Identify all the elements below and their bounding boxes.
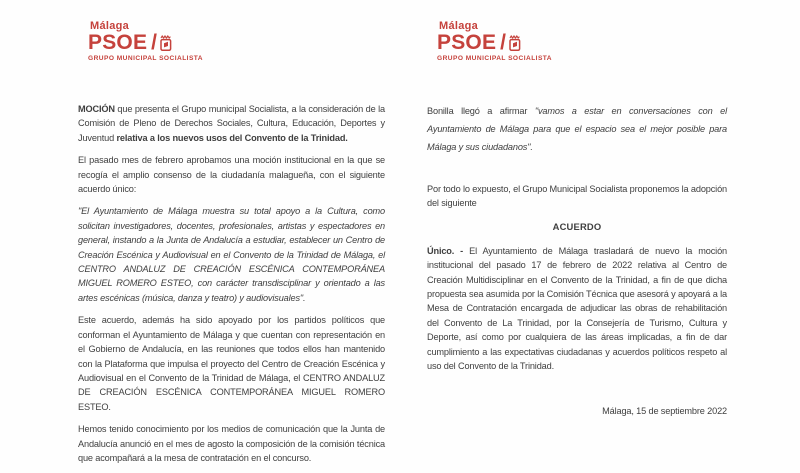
paragraph-february-motion: El pasado mes de febrero aprobamos una moción institucional en la que se recogía el amplio consenso de la ciudadanía malagueña, con el siguiente acuerdo único: [78, 155, 385, 195]
motion-subject-text: relativa a los nuevos usos del Convento de la Trinidad. [116, 132, 348, 143]
document-page-2 [427, 0, 727, 427]
agreement-item-label: Único. - [427, 245, 464, 256]
agreement-item-text: El Ayuntamiento de Málaga trasladará de nuevo la moción institucional del pasado 17 de febrero de 2022 relativa al Centro de Creación Multidisciplinar en el Convento de la Trinidad, a fin de que dicha propuesta sea asumida por la Comisión Técnica que asesorá y apoyará a la Mesa de Contratación encargada de adjudicar las obras de rehabilitación del Convento de La Trinidad, por la Consejería de Turismo, Cultura y Deporte, así como por cualquiera de las áreas implicadas, a fin de dar cumplimiento a las expectativas ciudadanas y acuerdos políticos respeto al uso del Convento de la Trinidad. [427, 245, 727, 372]
logo-subtitle-label: GRUPO MUNICIPAL SOCIALISTA [437, 55, 553, 62]
logo-slash: / [500, 31, 506, 54]
logo-party-label: PSOE [88, 31, 148, 54]
agreement-heading: ACUERDO [552, 220, 602, 232]
motion-title-text: que presenta el Grupo municipal Socialista, a la consideración de la Comisión de Pleno de Derechos Sociales, Cultura, Educación, Deportes y Juventud [78, 104, 385, 143]
document-page-1 [78, 0, 385, 473]
logo-city-label: Málaga [90, 20, 130, 32]
paragraph-parties-support: Este acuerdo, además ha sido apoyado por los partidos políticos que conforman el Ayuntamiento de Málaga y que cuentan con representación en el Gobierno de Andalucía, en las reuniones que todos ellos han mantenido con la Plataforma que impulsa el proyecto del Centro de Creación Escénica y Audiovisual en el Convento de la Trinidad de Málaga, el CENTRO ANDALUZ DE CREACIÓN ESCÉNICA CONTEMPORÁNEA MIGUEL ROMERO ESTEO. [78, 315, 385, 412]
dateline: Málaga, 15 de septiembre 2022 [602, 406, 727, 417]
logo-slash: / [151, 31, 157, 54]
malaga-coat-of-arms-icon [509, 35, 521, 51]
logo-wordmark [88, 32, 385, 53]
logo-subtitle-label: GRUPO MUNICIPAL SOCIALISTA [88, 55, 204, 62]
page-1-body [78, 102, 385, 465]
paragraph-agreement-quote: "El Ayuntamiento de Málaga muestra su total apoyo a la Cultura, como solicitan investigadores, docentes, profesionales, artistas y espectadores en general, instando a la Junta de Andalucía a estudiar, establecer un Centro de Creación Escénica y Audiovisual en el Convento de la Trinidad de Málaga, el CENTRO ANDALUZ DE CREACIÓN ESCÉNICA CONTEMPORÁNEA MIGUEL ROMERO ESTEO, con carácter transdisciplinar y orientado a las artes escénicas (música, danza y teatro) y audiovisuales". [78, 206, 385, 303]
motion-keyword: MOCIÓN [78, 104, 115, 114]
logo-wordmark [437, 32, 727, 53]
logo-city-label: Málaga [439, 20, 479, 32]
page-2-body [427, 102, 727, 419]
paragraph-bonilla-quote [427, 102, 727, 156]
paragraph-media-announcement: Hemos tenido conocimiento por los medios de comunicación que la Junta de Andalucía anunció en el mes de agosto la composición de la comisión técnica que acompañará a la mesa de contratación en el concurso. [78, 424, 385, 463]
paragraph-single-agreement [427, 244, 727, 374]
paragraph-proposal-intro: Por todo lo expuesto, el Grupo Municipal Socialista proponemos la adopción del siguiente [427, 184, 727, 209]
motion-title-paragraph [78, 102, 385, 145]
malaga-coat-of-arms-icon [160, 35, 172, 51]
bonilla-lead-text: Bonilla llegó a afirmar [427, 106, 535, 116]
logo-party-label: PSOE [437, 31, 497, 54]
psoe-malaga-logo [88, 20, 385, 62]
psoe-malaga-logo [437, 20, 727, 62]
bonilla-quote-text: "vamos a estar en conversaciones con el Ayuntamiento de Málaga para que el espacio sea el mejor posible para Málaga y sus ciudadanos". [427, 106, 727, 152]
